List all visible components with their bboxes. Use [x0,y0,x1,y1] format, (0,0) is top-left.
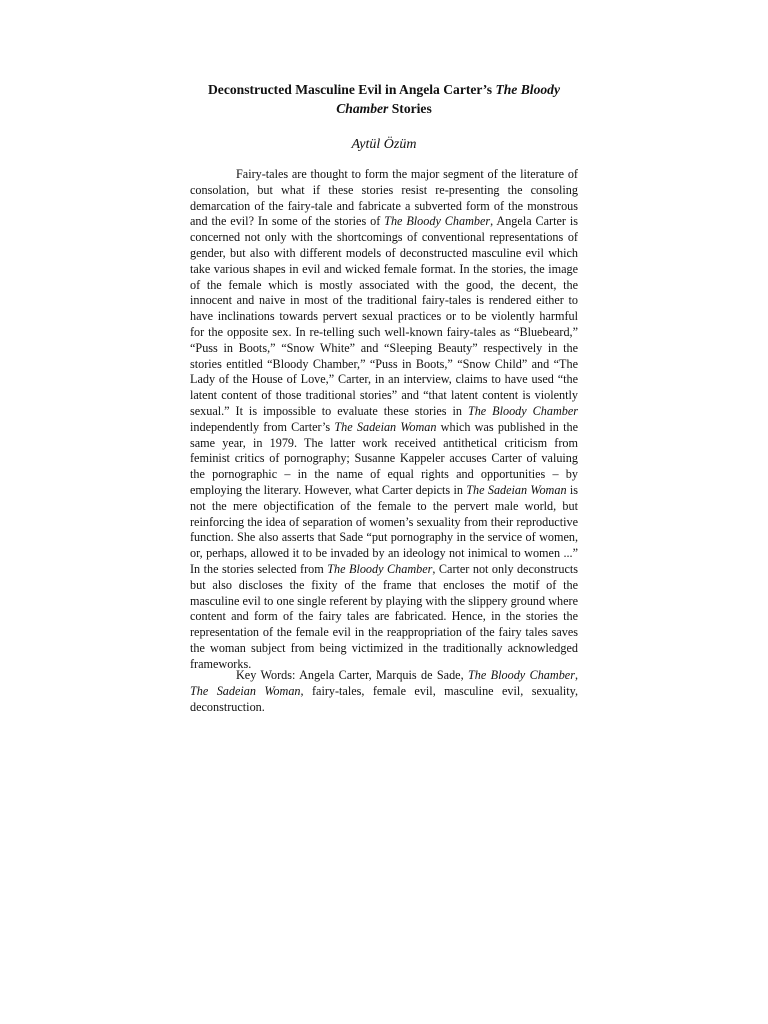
abstract-italic-title: The Sadeian Woman [466,482,567,497]
keywords-text: fairy-tales, female evil, masculine evil, sexuality, deconstruction. [190,683,578,714]
title-italic-text: The Bloody Chamber [336,82,561,116]
keywords-italic-title: The Bloody Chamber [468,668,575,682]
abstract-text: , Carter not only deconstructs but also discloses the fixity of the frame that encloses the motif of the masculine evil to one single referent by playing with the slippery ground where content and form of the fairy tales are fabricated. Hence, in the stories the representation of the female evil in the reappropriation of the fairy tales saves the woman subject from being victimized in the traditionally acknowledged frameworks. [190,561,578,671]
keywords-text: , [574,668,578,682]
title-text: Deconstructed Masculine Evil in Angela Carter’s [207,82,496,97]
abstract-text: , Angela Carter is concerned not only with the shortcomings of conventional representations of gender, but also with different models of deconstructed masculine evil which take various shapes in evil and wicked female format. In the stories, the image of the female which is mostly associated with the good, the decent, the innocent and naive in most of the traditional fairy-tales is rendered either to have inclinations towards pervert sexual practices or to be violently harmful for the opposite sex. In re-telling such well-known fairy-tales as “Bluebeard,” “Puss in Boots,” “Snow White” and “Sleeping Beauty” respectively in the stories entitled “Bloody Chamber,” “Puss in Boots,” “Snow Child” and “The Lady of the House of Love,” Carter, in an interview, claims to have used “the latent content of those traditional stories” and “that latent content is violently sexual.” It is impossible to evaluate these stories in [190,214,578,418]
title-text-end: Stories [388,101,432,116]
abstract-text: is not the mere objectification of the female to the pervert male world, but reinforcing the idea of separation of women’s sexuality from their reproductive function. She also asserts that Sade “put pornography in the service of women, or, perhaps, allowed it to be invaded by an ideology not inimical to women ...” In the stories selected from [190,482,578,576]
author-name: Aytül Özüm [351,137,417,152]
keywords-italic-title: The Sadeian Woman, [190,683,304,698]
abstract-italic-title: The Bloody Chamber [384,214,491,229]
abstract-italic-title: The Sadeian Woman [334,419,437,434]
abstract-italic-title: The Bloody Chamber [327,561,433,576]
paper-title [190,80,578,118]
keywords-paragraph [190,668,578,715]
abstract-paragraph [190,167,578,673]
abstract-italic-title: The Bloody Chamber [467,403,578,418]
abstract-text: independently from Carter’s [190,419,335,434]
abstract-text: which was published in the same year, in 1979. The latter work received antithetical criticism from feminist critics of pornography; Susanne Kappeler accuses Carter of valuing the pornographic – in the name of equal rights and opportunities – by employing the literary. However, what Carter depicts in [190,419,578,497]
keywords-text: Key Words: Angela Carter, Marquis de Sade, [236,668,469,682]
abstract-text: Fairy-tales are thought to form the major segment of the literature of consolation, but what if these stories resist re-presenting the consoling demarcation of the fairy-tale and fabricate a subverted form of the monstrous and the evil? In some of the stories of [190,167,578,229]
